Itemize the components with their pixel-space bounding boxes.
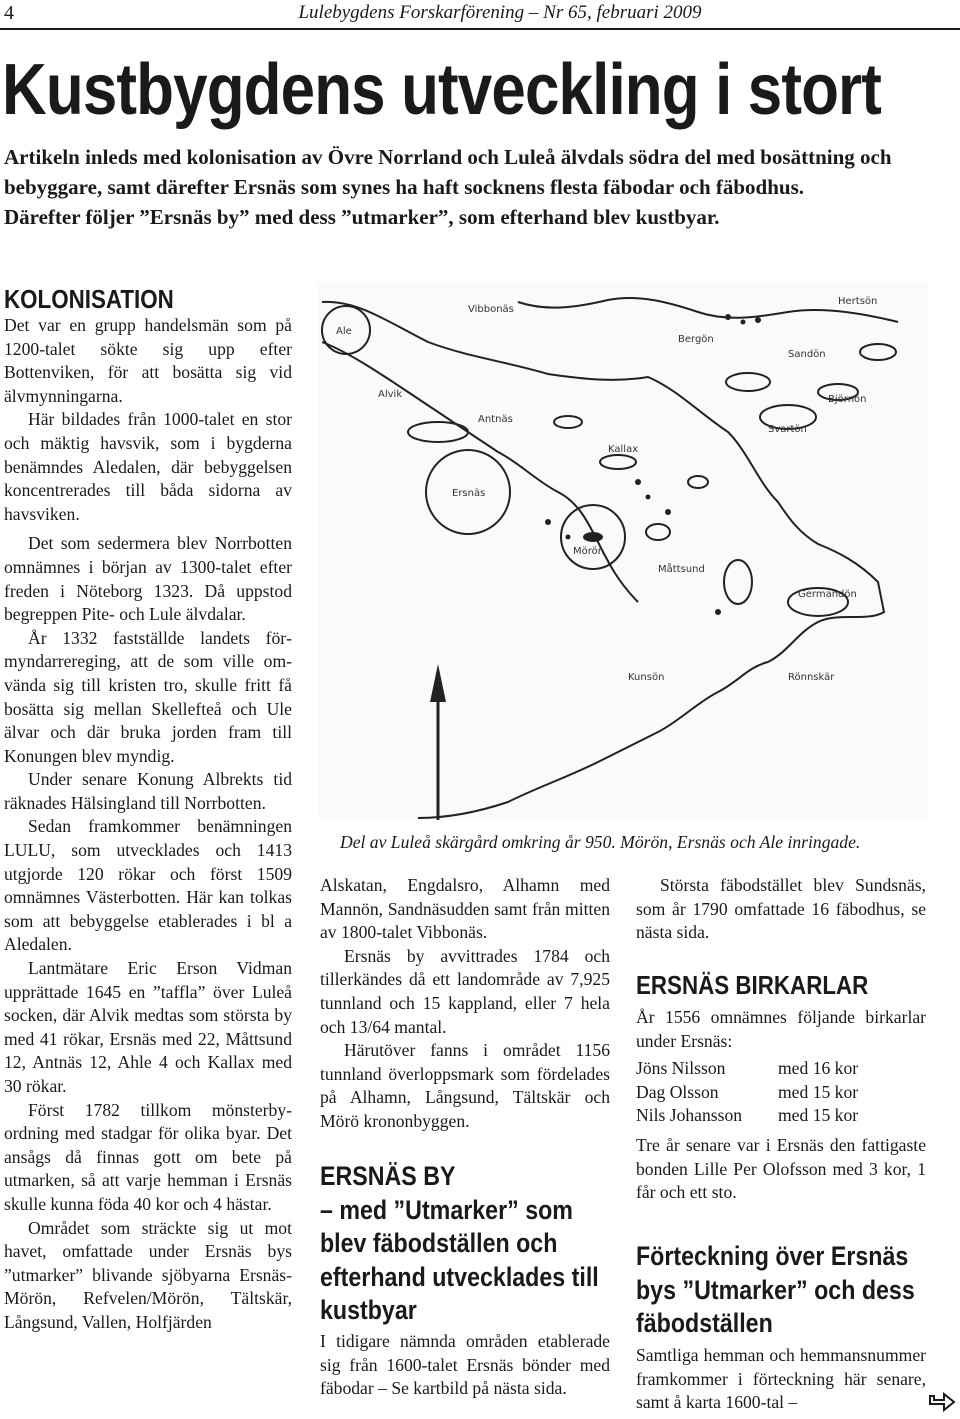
lede-paragraph: Artikeln inleds med kolonisation av Övre Norrland och Luleå älvdals södra del med bosättning och bebyggare, samt därefter Ersnäs som synes ha haft socknens flesta fäbodar och fäbodhus. — [4, 145, 892, 199]
continue-arrow-icon — [928, 1392, 956, 1414]
map-label: Bergön — [678, 334, 714, 345]
paragraph: Området som sträckte sig ut mot havet, omfattade under Ersnäs bys ”utmarker” blivande sjöbyarna Ersnäs-Mörön, Refvelen/Mörön, Tältskär, Långsund, Vallen, Holfjärden — [4, 1217, 292, 1332]
section-heading-ersnas-by: ERSNÄS BY – med ”Utmarker” som blev fäbodställen och efterhand utvecklades till kustbyar — [320, 1161, 599, 1325]
paragraph: I tidigare nämnda områden etablerade sig från 1600-talet Ersnäs bönder med fäbodar – Se kartbild på nästa sida. — [320, 1331, 610, 1399]
paragraph: Härutöver fanns i området 1156 tunnland överloppsmark som fördelades på Alhamn, Långsund, Tältskär och Mörö krononbyggen. — [320, 1040, 610, 1131]
list-item: Nils Johansson med 15 kor — [636, 1105, 859, 1126]
column-3-closing — [636, 1344, 926, 1415]
map-label: Svartön — [768, 424, 807, 435]
running-head: Lulebygdens Forskarförening – Nr 65, februari 2009 — [298, 2, 702, 23]
section-heading-birkarlar: ERSNÄS BIRKARLAR — [636, 970, 869, 1000]
list-item: Jöns Nilsson med 16 kor — [636, 1058, 859, 1079]
map-label: Hertsön — [838, 296, 878, 307]
map-label: Alvik — [378, 389, 403, 400]
paragraph: Det var en grupp handelsmän som på 1200-talet sökte sig upp efter Bottenviken, för att bosätta sig vid älvmynningarna. — [4, 315, 292, 406]
section-heading-kolonisation: KOLONISATION — [4, 284, 174, 314]
map-label: Måttsund — [658, 564, 705, 575]
paragraph: Här bildades från 1000-talet en stor och mäktig havsvik, som i bygderna benämndes Aledalen, där bebyggelsen koncentrerades till båda sidorna av havsviken. — [4, 409, 292, 524]
birkarlar-list — [636, 1057, 926, 1128]
column-2-closing — [320, 1330, 610, 1401]
map-label: Vibbonäs — [468, 304, 514, 315]
list-item: Dag Olsson med 15 kor — [636, 1081, 859, 1102]
lede-paragraph: Därefter följer ”Ersnäs by” med dess ”utmarker”, som efterhand blev kustbyar. — [4, 205, 720, 229]
paragraph: Först 1782 tillkom mönsterbyordning med stadgar för olika byar. Det ansågs då finnas gott om bete på utmarken, så att varje hemman i Ersnäs skulle kunna föda 40 kor och 4 hästar. — [4, 1099, 292, 1214]
paragraph: Största fäbodstället blev Sundsnäs, som år 1790 omfattade 16 fäbodhus, se nästa sida. — [636, 875, 926, 943]
page-number: 4 — [4, 2, 14, 24]
section-heading-forteckning: Förteckning över Ersnäs bys ”Utmarker” och dess fäbodställen — [636, 1241, 915, 1338]
column-1-text — [4, 314, 292, 1335]
archipelago-map — [318, 282, 928, 820]
paragraph: År 1332 fastställde landets förmyndarrereging, att de som ville omvända sig till kristen tro, skulle fritt få bosätta sig mellan Skellefteå och Ule älvar och där bruka jorden fram till Konungen blev myndig. — [4, 627, 292, 766]
paragraph: Alskatan, Engdalsro, Alhamn med Mannön, Sandnäsudden samt från mitten av 1800-talet Vibbonäs. — [320, 875, 610, 943]
map-label: Germandön — [798, 589, 857, 600]
paragraph: Sedan framkommer benämningen LULU, som utvecklades och 1413 utgjorde 120 rökar och först 1509 omnämnes Västerbotten. Här kan tolkas som att bebyggelse etablerades i bl a Aledalen. — [4, 816, 292, 955]
map-label: Antnäs — [478, 414, 513, 425]
map-label: Ale — [336, 326, 352, 337]
article-title: Kustbygdens utveckling i stort — [2, 50, 882, 130]
map-caption: Del av Luleå skärgård omkring år 950. Mörön, Ersnäs och Ale inringade. — [340, 832, 861, 852]
paragraph: Ersnäs by avvittrades 1784 och tillerkändes då ett landområde av 7,925 tunnland och 15 kappland, eller 7 hela och 13/64 mantal. — [320, 945, 610, 1037]
map-label: Kallax — [608, 444, 639, 455]
map-label: Mörön — [573, 546, 605, 557]
map-label: Rönnskär — [788, 672, 835, 683]
column-2-text — [320, 874, 610, 1134]
paragraph: Samtliga hemman och hemmansnummer framkommer i förteckning här senare, samt å karta 1600-tal – — [636, 1345, 926, 1413]
column-3-birkarlar — [636, 1006, 926, 1205]
map-label: Kunsön — [628, 672, 665, 683]
article-lede — [4, 142, 934, 232]
paragraph: Tre år senare var i Ersnäs den fattigaste bonden Lille Per Olofsson med 3 kor, 1 får och ett sto. — [636, 1134, 926, 1203]
map-drawing — [318, 282, 928, 820]
paragraph: Under senare Konung Albrekts tid räknades Hälsingland till Norrbotten. — [4, 769, 292, 813]
map-label: Ersnäs — [452, 488, 486, 499]
header-rule — [0, 28, 960, 30]
paragraph: Det som sedermera blev Norrbotten omnämnes i början av 1300-talet efter freden i Nöteborg 1323. Då uppstod begreppen Pite- och Lule älvdalar. — [4, 533, 292, 625]
map-label: Björnön — [828, 394, 867, 405]
map-label: Sandön — [788, 349, 826, 360]
paragraph: År 1556 omnämnes följande birkarlar under Ersnäs: — [636, 1007, 926, 1051]
paragraph: Lantmätare Eric Erson Vidman upprättade 1645 en ”taffla” över Luleå socken, där Alvik medtas som största by med 41 rökar, Ersnäs med 22, Måttsund 12, Antnäs 12, Ahle 4 och Kallax med 30 rökar. — [4, 958, 292, 1096]
column-3-intro — [636, 874, 926, 945]
